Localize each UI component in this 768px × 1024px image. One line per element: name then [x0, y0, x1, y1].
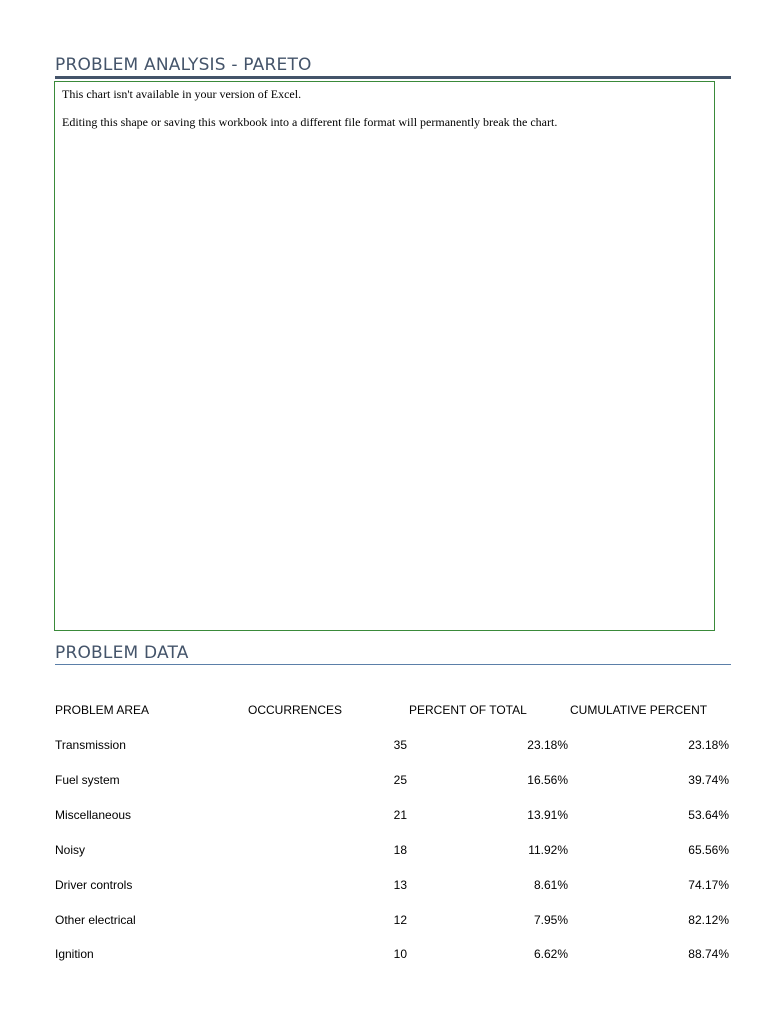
- cell-percent-of-total[interactable]: 8.61%: [533, 878, 568, 892]
- chart-warning-message: Editing this shape or saving this workbook into a different file format will permanently break the chart.: [62, 115, 558, 129]
- cell-occurrences[interactable]: 25: [393, 773, 407, 787]
- data-title-rule: [55, 664, 731, 665]
- cell-cumulative-percent[interactable]: 53.64%: [688, 808, 729, 822]
- cell-percent-of-total[interactable]: 23.18%: [527, 738, 568, 752]
- cell-occurrences[interactable]: 12: [393, 913, 407, 927]
- cell-problem-area[interactable]: Ignition: [55, 947, 94, 961]
- chart-unavailable-message: This chart isn't available in your version of Excel.: [62, 87, 302, 101]
- pareto-section-title: PROBLEM ANALYSIS - PARETO: [55, 55, 312, 75]
- cell-problem-area[interactable]: Noisy: [55, 843, 86, 857]
- cell-occurrences[interactable]: 13: [393, 878, 407, 892]
- header-cumulative-percent[interactable]: CUMULATIVE PERCENT: [570, 703, 708, 717]
- cell-problem-area[interactable]: Transmission: [55, 738, 126, 752]
- cell-problem-area[interactable]: Other electrical: [55, 913, 136, 927]
- data-section-title: PROBLEM DATA: [55, 643, 189, 663]
- cell-occurrences[interactable]: 21: [393, 808, 407, 822]
- cell-percent-of-total[interactable]: 7.95%: [533, 913, 568, 927]
- cell-problem-area[interactable]: Miscellaneous: [55, 808, 132, 822]
- cell-occurrences[interactable]: 10: [393, 947, 407, 961]
- cell-cumulative-percent[interactable]: 39.74%: [688, 773, 729, 787]
- cell-percent-of-total[interactable]: 16.56%: [527, 773, 568, 787]
- cell-occurrences[interactable]: 18: [393, 843, 407, 857]
- cell-cumulative-percent[interactable]: 74.17%: [688, 878, 729, 892]
- cell-cumulative-percent[interactable]: 65.56%: [688, 843, 729, 857]
- cell-percent-of-total[interactable]: 13.91%: [527, 808, 568, 822]
- cell-percent-of-total[interactable]: 11.92%: [528, 843, 568, 857]
- chart-placeholder-shape[interactable]: [54, 81, 715, 631]
- cell-cumulative-percent[interactable]: 88.74%: [688, 947, 729, 961]
- cell-cumulative-percent[interactable]: 82.12%: [688, 913, 729, 927]
- header-problem-area[interactable]: PROBLEM AREA: [55, 703, 150, 717]
- cell-cumulative-percent[interactable]: 23.18%: [688, 738, 729, 752]
- cell-problem-area[interactable]: Fuel system: [55, 773, 120, 787]
- cell-percent-of-total[interactable]: 6.62%: [533, 947, 568, 961]
- cell-occurrences[interactable]: 35: [393, 738, 407, 752]
- cell-problem-area[interactable]: Driver controls: [55, 878, 133, 892]
- pareto-title-rule: [55, 76, 731, 79]
- header-percent-of-total[interactable]: PERCENT OF TOTAL: [409, 703, 527, 717]
- header-occurrences[interactable]: OCCURRENCES: [248, 703, 343, 717]
